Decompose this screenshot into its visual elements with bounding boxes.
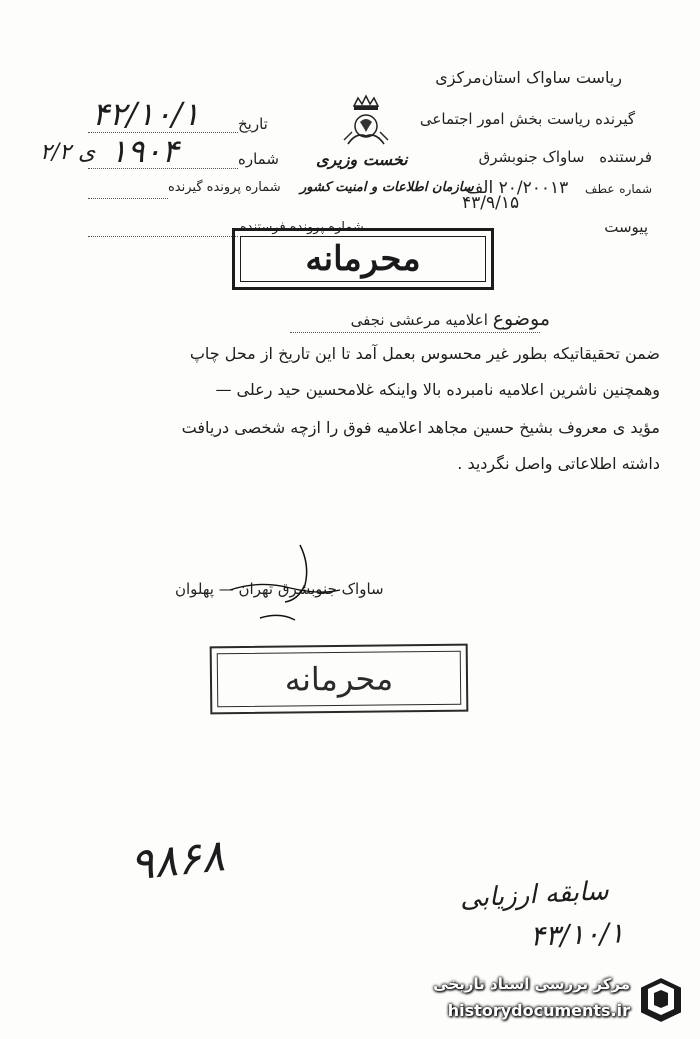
left-date-label: تاریخ: [238, 115, 268, 133]
number-label: شماره: [619, 182, 652, 196]
header-date-typed: ۴۳/۹/۱۵: [462, 193, 520, 213]
subject-label: موضوع: [492, 308, 550, 330]
sender-row: [479, 148, 652, 166]
body-line-4: داشته اطلاعاتی واصل نگردید .: [457, 454, 660, 473]
watermark-line2: historydocuments.ir: [447, 1001, 630, 1020]
confidential-stamp-text: محرمانه: [240, 236, 486, 282]
emblem-line1: نخست وزیری: [316, 150, 408, 169]
recipient-value: ریاست بخش امور اجتماعی: [419, 110, 591, 128]
confidential-stamp: [232, 228, 494, 290]
number-dotted-line: [88, 168, 238, 169]
archive-logo-icon: [634, 973, 688, 1027]
number-printed: عطف: [585, 182, 615, 196]
left-date-value: ۴۲/۱۰/۱: [92, 95, 200, 133]
handwritten-file-number: ۹۸۶۸: [127, 830, 227, 891]
subject-dotted-line: [290, 332, 540, 333]
body-line-1: ضمن تحقیقاتیکه بطور غیر محسوس بعمل آمد تا این تاریخ از محل چاپ: [189, 344, 660, 363]
emblem-line2: سازمان اطلاعات و امنیت کشور: [300, 180, 474, 195]
sender-file-dotted-line: [88, 236, 238, 237]
signature-block: ساواک جنوبشرق تهران — پهلوان: [175, 580, 384, 598]
confidential-stamp-bottom: [210, 644, 469, 715]
number-typed: ۲۰/۲۰۰۱۳ الف: [465, 178, 569, 198]
handwritten-note-line2: ۴۳/۱۰/۱: [529, 916, 625, 953]
left-number-value: ۱۹۰۴: [110, 132, 179, 170]
receiver-file-dotted-line: [88, 198, 168, 199]
recipient-row: [420, 110, 635, 128]
crown-lion-emblem-icon: [338, 92, 394, 152]
body-line-2: وهمچنین ناشرین اعلامیه نامبرده بالا واینکه غلامحسین حید رعلی —: [215, 380, 660, 399]
left-number-suffix: ی ۲/۲: [40, 140, 96, 165]
attachment-label: پیوست: [604, 218, 648, 236]
handwritten-note-line1: سابقه ارزیابی: [459, 876, 610, 914]
sender-file-label: شماره پرونده فرستنده: [240, 220, 364, 235]
watermark-line1: مرکز بررسی اسناد تاریخی: [433, 975, 630, 993]
confidential-stamp-bottom-text: محرمانه: [217, 651, 462, 708]
sender-value: ساواک جنوبشرق: [478, 148, 585, 166]
office-title: ریاست ساواک استان‌مرکزی: [435, 68, 622, 87]
archive-watermark: [412, 971, 688, 1031]
receiver-file-label: شماره پرونده گیرنده: [168, 180, 281, 195]
sender-label: فرستنده: [599, 148, 652, 166]
left-number-label: شماره: [238, 150, 279, 168]
body-line-3: مؤید ی معروف بشیخ حسین مجاهد اعلامیه فوق را ازچه شخصی دریافت: [181, 418, 660, 437]
subject-row: [351, 308, 550, 330]
subject-value: اعلامیه مرعشی نجفی: [350, 311, 488, 329]
signature-scribble-icon: [200, 540, 360, 630]
recipient-label: گیرنده: [595, 110, 635, 128]
